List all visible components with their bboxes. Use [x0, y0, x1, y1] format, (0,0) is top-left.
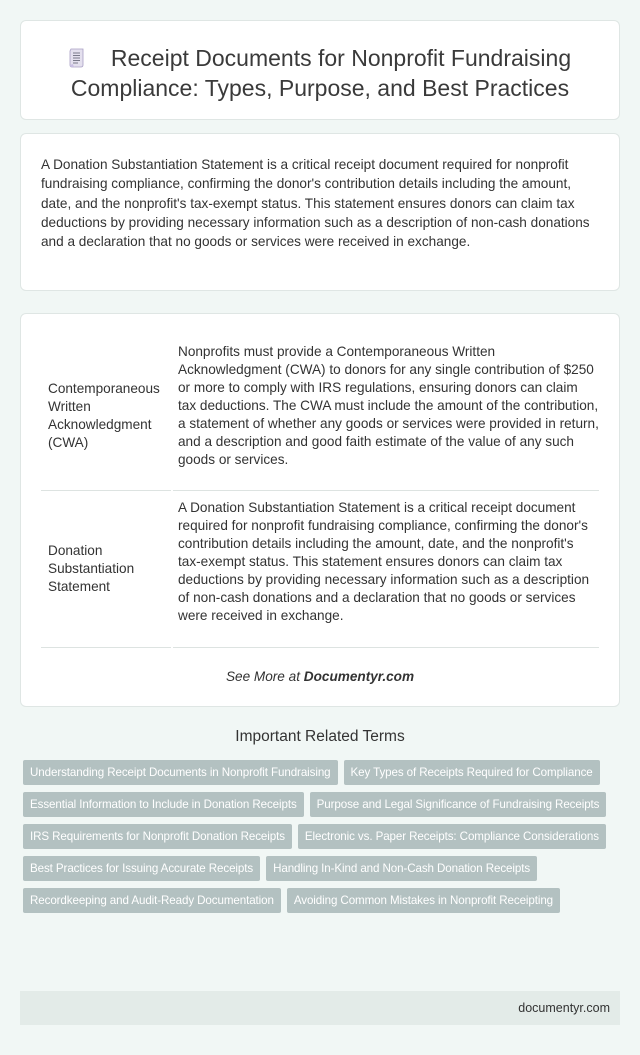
related-term-tag[interactable]: Key Types of Receipts Required for Compliance	[344, 760, 600, 785]
table-row	[41, 342, 599, 491]
see-more	[21, 669, 619, 684]
table-term: Contemporaneous Written Acknowledgment (CWA)	[41, 342, 171, 491]
related-terms-title: Important Related Terms	[235, 728, 405, 745]
related-term-tag[interactable]: Electronic vs. Paper Receipts: Compliance Considerations	[298, 824, 606, 849]
table-row	[41, 491, 599, 648]
table-description: Nonprofits must provide a Contemporaneous Written Acknowledgment (CWA) to donors for any single contribution of $250 or more to comply with IRS regulations, ensuring donors can claim tax deductions. The CWA must include the amount of the contribution, a statement of whether any goods or services were provided in return, and a description and good faith estimate of the value of any such goods or services.	[173, 342, 599, 491]
intro-text: A Donation Substantiation Statement is a critical receipt document required for nonprofit fundraising compliance, confirming the donor's contribution details including the amount, date, and the nonprofit's tax-exempt status. This statement ensures donors can claim tax deductions by providing necessary information such as a description of non-cash donations and a declaration that no goods or services were received in exchange.	[41, 157, 590, 250]
page-title	[51, 43, 589, 103]
related-term-tag[interactable]: Handling In-Kind and Non-Cash Donation Receipts	[266, 856, 537, 881]
see-more-prefix: See More at	[225, 669, 304, 684]
related-term-tag[interactable]: Essential Information to Include in Donation Receipts	[23, 792, 304, 817]
related-term-tag[interactable]: Recordkeeping and Audit-Ready Documentation	[23, 888, 281, 913]
page-title-text: Receipt Documents for Nonprofit Fundraising Compliance: Types, Purpose, and Best Practices	[70, 45, 572, 101]
see-more-link[interactable]: Documentyr.com	[303, 669, 415, 684]
table-description: A Donation Substantiation Statement is a critical receipt document required for nonprofit fundraising compliance, confirming the donor's contribution details including the amount, date, and the nonprofit's tax-exempt status. This statement ensures donors can claim tax deductions by providing necessary information such as a description of non-cash donations and a declaration that no goods or services were received in exchange.	[173, 491, 599, 648]
footer-site-link[interactable]: documentyr.com	[518, 1001, 610, 1015]
intro-card	[20, 133, 620, 291]
related-term-tag[interactable]: Best Practices for Issuing Accurate Receipts	[23, 856, 260, 881]
receipt-document-icon	[69, 45, 85, 65]
terms-table-card	[20, 313, 620, 707]
table-term: Donation Substantiation Statement	[41, 491, 171, 648]
related-term-tag[interactable]: Purpose and Legal Significance of Fundraising Receipts	[310, 792, 607, 817]
related-term-tag[interactable]: IRS Requirements for Nonprofit Donation Receipts	[23, 824, 292, 849]
related-term-tag[interactable]: Understanding Receipt Documents in Nonprofit Fundraising	[23, 760, 338, 785]
title-card	[20, 20, 620, 120]
related-terms-list	[23, 760, 617, 913]
related-term-tag[interactable]: Avoiding Common Mistakes in Nonprofit Receipting	[287, 888, 560, 913]
footer	[20, 991, 620, 1025]
